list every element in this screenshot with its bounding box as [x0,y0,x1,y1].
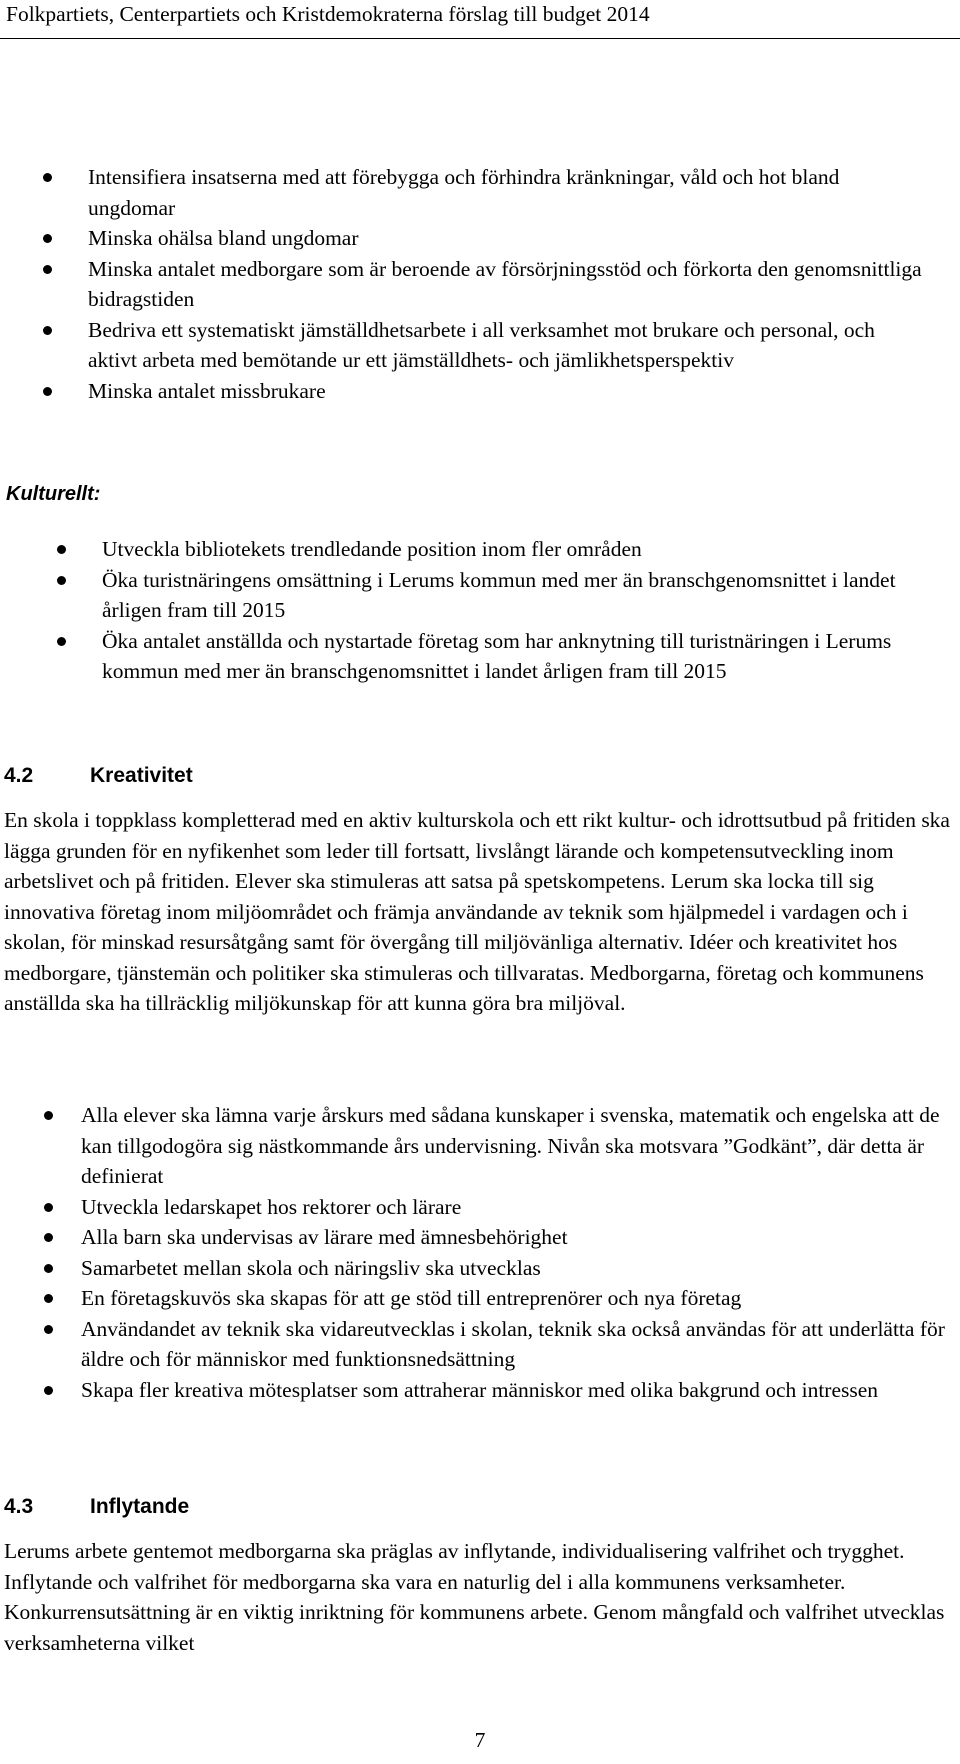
header-title: Folkpartiets, Centerpartiets och Kristdemokraterna förslag till budget 2014 [6,2,650,26]
bullet-icon [43,265,52,274]
list-item: Alla barn ska undervisas av lärare med ämnesbehörighet [81,1222,949,1253]
section-heading-inflytande [4,1495,189,1519]
section-heading-kreativitet [4,764,193,788]
section-number: 4.3 [4,1495,34,1518]
bullet-icon [57,545,66,554]
bullet-icon [44,1294,53,1303]
list-item: Intensifiera insatserna med att förebygga och förhindra kränkningar, våld och hot bland ungdomar [88,162,928,223]
bullet-icon [44,1203,53,1212]
inflytande-paragraph: Lerums arbete gentemot medborgarna ska präglas av inflytande, individualisering valfrihet och trygghet. Inflytande och valfrihet för medborgarna ska vara en naturlig del i alla kommunens verksamheter. Konkurrensutsättning är en viktig inriktning för kommunens arbete. Genom mångfald och valfrihet utvecklas verksamheterna vilket [4,1539,945,1655]
list-item: Utveckla ledarskapet hos rektorer och lärare [81,1192,949,1223]
social-goals-list [88,162,928,406]
list-item: Skapa fler kreativa mötesplatser som attraherar människor med olika bakgrund och intressen [81,1375,949,1406]
bullet-icon [44,1264,53,1273]
bullet-icon [43,387,52,396]
kreativitet-paragraph: En skola i toppklass kompletterad med en aktiv kulturskola och ett rikt kultur- och idrottsutbud på fritiden ska lägga grunden för en nyfikenhet som leder till fortsatt, livslångt lärande och kompetensutveckling inom arbetslivet och på fritiden. Elever ska stimuleras att satsa på spetskompetens. Lerum ska locka till sig innovativa företag inom miljöområdet och främja användande av teknik som hjälpmedel i vardagen och i skolan, för minskad resursåtgång samt för övergång till miljövänliga alternativ. Idéer och kreativitet hos medborgare, tjänstemän och politiker ska stimuleras och tillvaratas. Medborgarna, företag och kommunens anställda ska ha tillräcklig miljökunskap för att kunna göra bra miljöval. [4,808,950,1015]
list-item: Minska antalet missbrukare [88,376,928,407]
list-item: En företagskuvös ska skapas för att ge stöd till entreprenörer och nya företag [81,1283,949,1314]
page-number: 7 [474,1728,486,1752]
kreativitet-goals-list [81,1100,949,1405]
bullet-icon [44,1233,53,1242]
kulturellt-label: Kulturellt: [6,483,101,505]
section-title: Inflytande [90,1495,190,1518]
list-item: Samarbetet mellan skola och näringsliv ska utvecklas [81,1253,949,1284]
list-item: Minska antalet medborgare som är beroende av försörjningsstöd och förkorta den genomsnittliga bidragstiden [88,254,928,315]
bullet-icon [57,576,66,585]
list-item: Öka antalet anställda och nystartade företag som har anknytning till turistnäringen i Lerums kommun med mer än branschgenomsnittet i landet årligen fram till 2015 [102,626,912,687]
bullet-icon [43,326,52,335]
list-item: Minska ohälsa bland ungdomar [88,223,928,254]
bullet-icon [43,234,52,243]
page-header [0,0,960,39]
list-item: Användandet av teknik ska vidareutvecklas i skolan, teknik ska också användas för att underlätta för äldre och för människor med funktionsnedsättning [81,1314,949,1375]
list-item: Bedriva ett systematiskt jämställdhetsarbete i all verksamhet mot brukare och personal, och aktivt arbeta med bemötande ur ett jämställdhets- och jämlikhetsperspektiv [88,315,928,376]
bullet-icon [57,637,66,646]
bullet-icon [44,1325,53,1334]
section-title: Kreativitet [90,764,193,787]
bullet-icon [44,1111,53,1120]
bullet-icon [44,1386,53,1395]
list-item: Alla elever ska lämna varje årskurs med sådana kunskaper i svenska, matematik och engelska att de kan tillgodogöra sig nästkommande års undervisning. Nivån ska motsvara ”Godkänt”, där detta är definierat [81,1100,949,1192]
list-item: Öka turistnäringens omsättning i Lerums kommun med mer än branschgenomsnittet i landet årligen fram till 2015 [102,565,912,626]
cultural-goals-list [102,534,912,687]
bullet-icon [43,173,52,182]
section-number: 4.2 [4,764,34,787]
list-item: Utveckla bibliotekets trendledande position inom fler områden [102,534,912,565]
